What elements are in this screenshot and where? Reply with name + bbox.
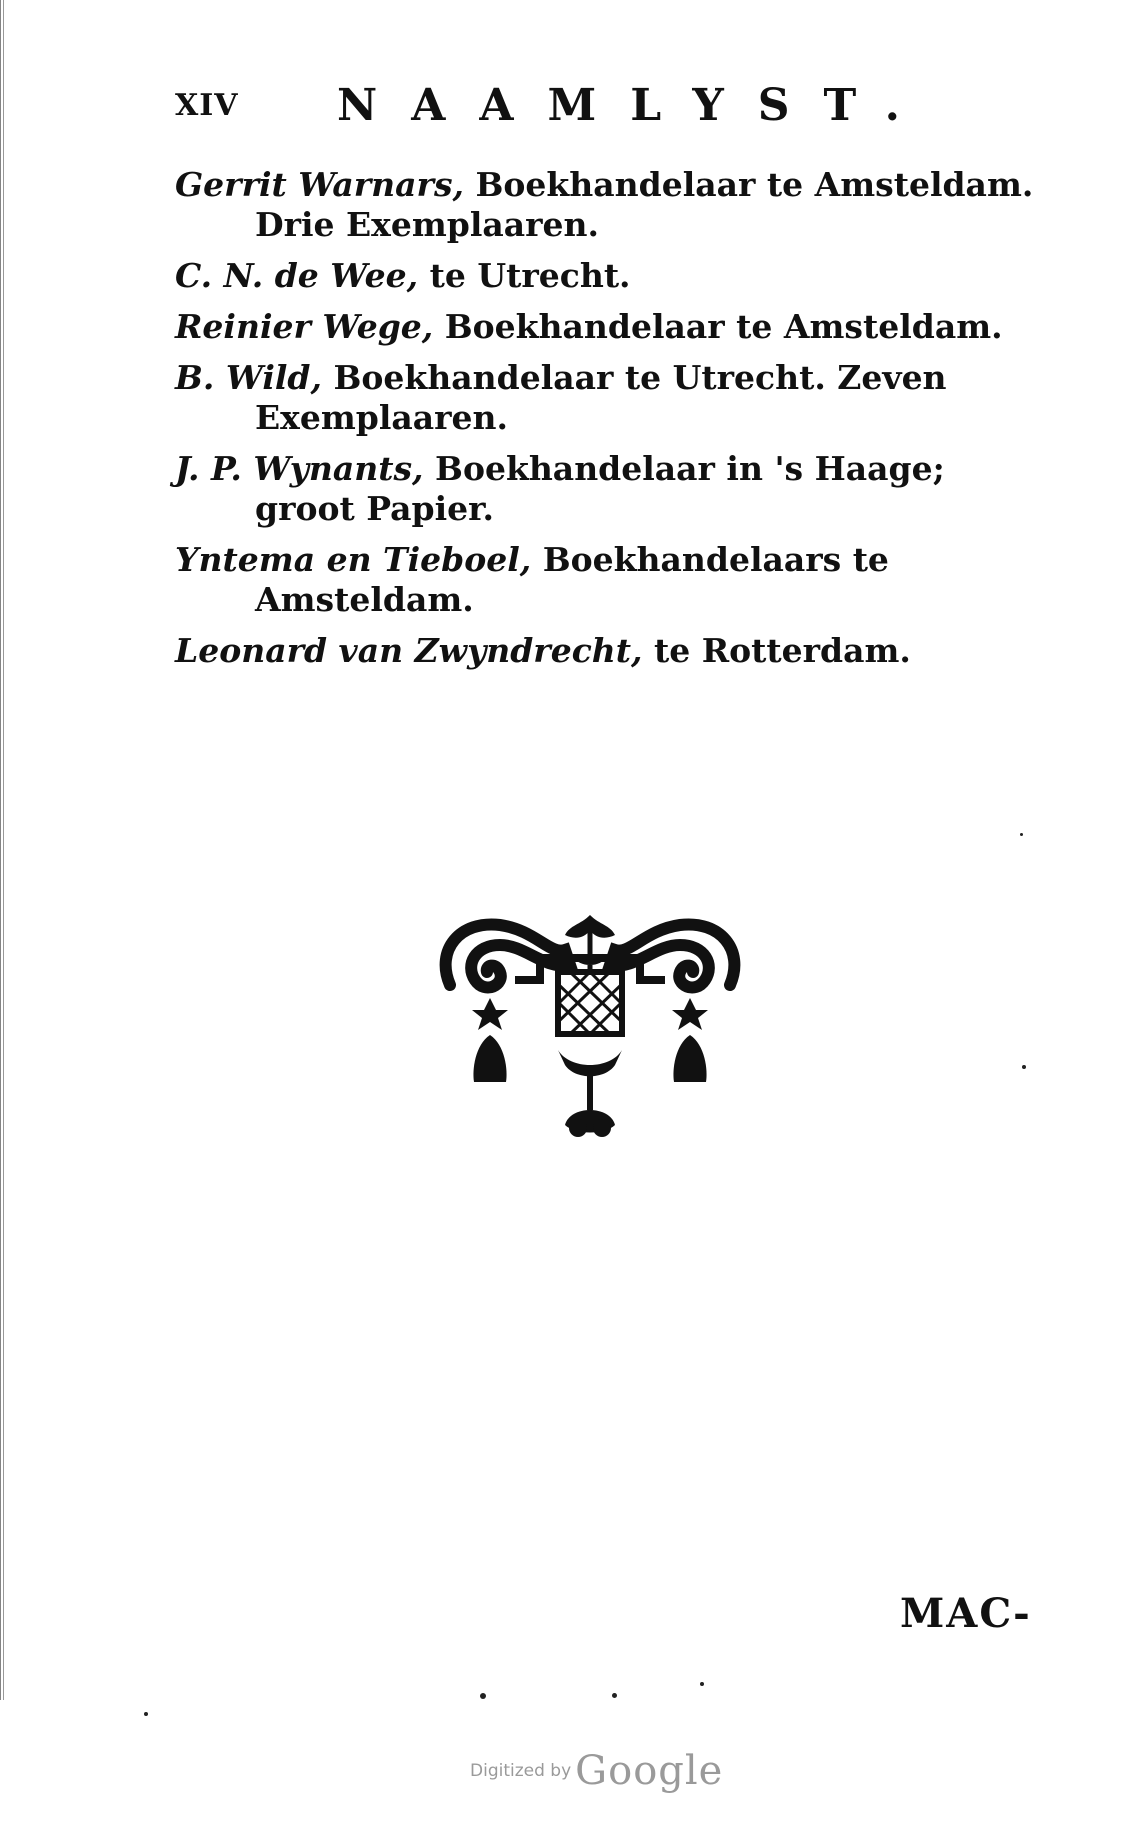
entry-name: Yntema en Tieboel, xyxy=(175,540,532,579)
ornament-icon xyxy=(430,910,750,1160)
google-logo: Google xyxy=(575,1748,724,1794)
entry-details: Boekhandelaar in 's Haage; groot Papier. xyxy=(255,449,945,528)
print-speck xyxy=(612,1693,617,1698)
watermark-prefix: Digitized by xyxy=(470,1761,572,1781)
entry-name: C. N. de Wee, xyxy=(175,256,419,295)
entry-details: Boekhandelaar te Amsteldam. Drie Exemplaaren. xyxy=(255,165,1034,244)
digitized-watermark xyxy=(470,1748,723,1794)
list-item xyxy=(175,256,1045,296)
entry-details: Boekhandelaars te Amsteldam. xyxy=(255,540,889,619)
entry-details: te Rotterdam. xyxy=(642,631,911,670)
entry-name: Reinier Wege, xyxy=(175,307,434,346)
entry-name: Leonard van Zwyndrecht, xyxy=(175,631,643,670)
list-item xyxy=(175,358,1045,438)
list-item xyxy=(175,631,1045,671)
entry-details: Boekhandelaar te Utrecht. Zeven Exemplaaren. xyxy=(255,358,947,437)
print-speck xyxy=(1022,1065,1026,1069)
page-number: XIV xyxy=(175,88,239,123)
print-speck xyxy=(144,1712,148,1716)
print-speck xyxy=(700,1682,704,1686)
running-title: NAAMLYST. xyxy=(337,80,934,131)
entry-name: Gerrit Warnars, xyxy=(175,165,465,204)
entry-details: te Utrecht. xyxy=(418,256,631,295)
list-item xyxy=(175,307,1045,347)
entry-name: B. Wild, xyxy=(175,358,322,397)
catchword: MAC- xyxy=(900,1590,1032,1637)
list-item xyxy=(175,165,1045,245)
list-item xyxy=(175,449,1045,529)
subscriber-list xyxy=(175,165,1045,682)
entry-name: J. P. Wynants, xyxy=(175,449,424,488)
print-speck xyxy=(480,1693,486,1699)
entry-details: Boekhandelaar te Amsteldam. xyxy=(433,307,1003,346)
page-edge xyxy=(0,0,6,1700)
page-header xyxy=(175,80,934,140)
list-item xyxy=(175,540,1045,620)
print-speck xyxy=(1020,833,1023,836)
